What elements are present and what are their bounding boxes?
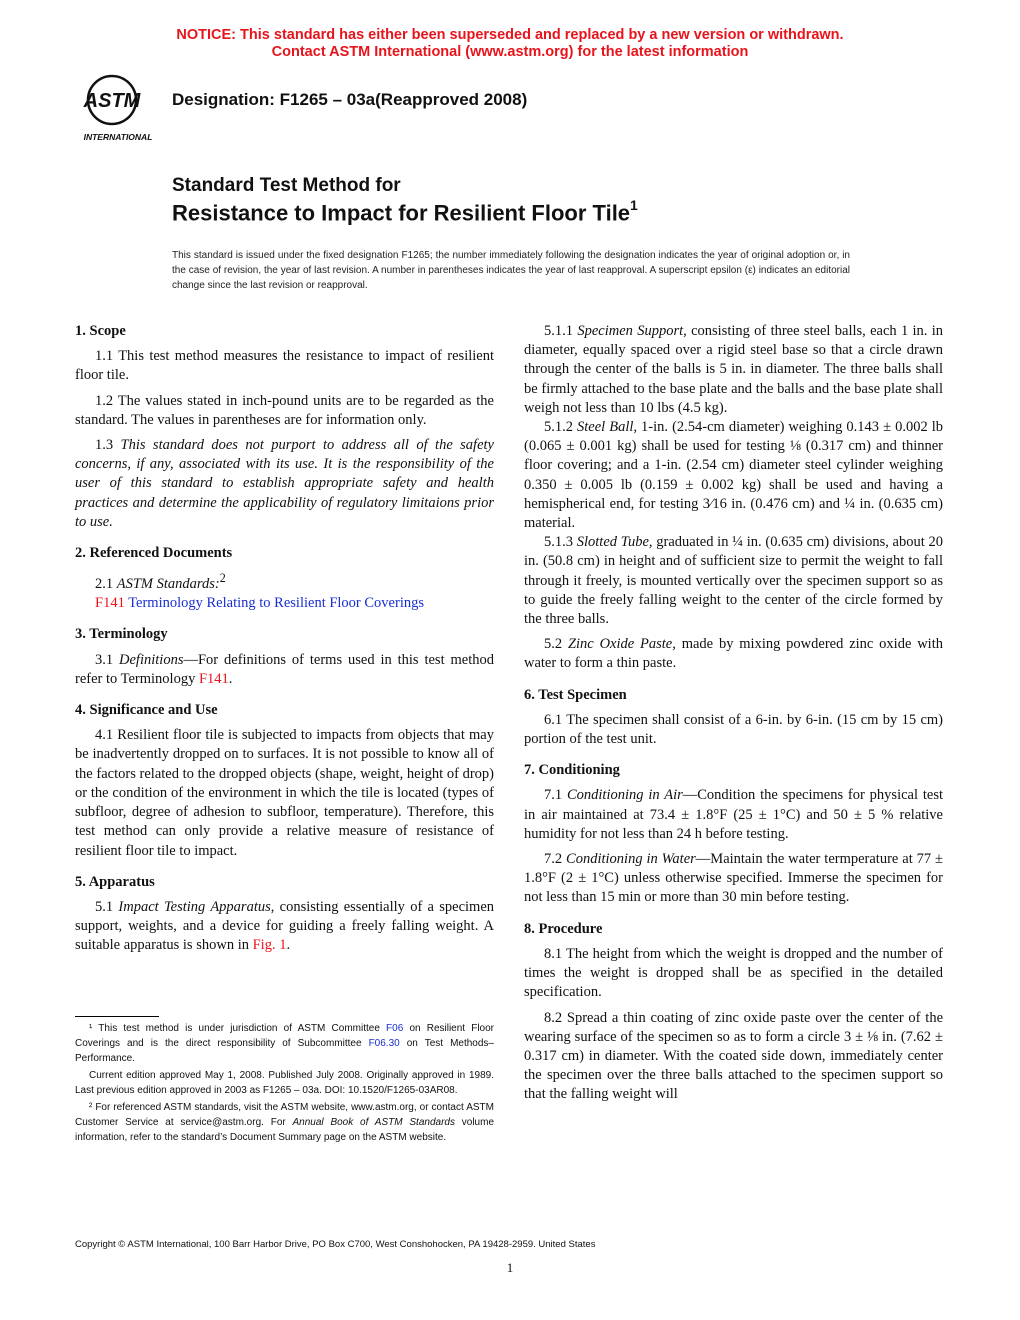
footnote-2-italic: Annual Book of ASTM Standards [292,1117,455,1128]
right-column [524,322,943,1105]
footnote-2-b: volume information, refer to the standard’s Document Summary page on the ASTM website. [75,1117,494,1143]
para-5-2-term: Zinc Oxide Paste, [567,636,676,653]
notice-line-1: NOTICE: This standard has either been superseded and replaced by a new version or withdrawn. [176,27,844,43]
footnote-2 [75,1100,494,1145]
section-4-heading: 4. Significance and Use [75,702,218,719]
para-1-1: 1.1 This test method measures the resistance to impact of resilient floor tile. [75,348,494,384]
para-3-1-term: Definitions [119,651,184,668]
footnote-1-b: on Resilient Floor Coverings and is the direct responsibility of Subcommittee [75,1023,495,1049]
para-5-1-2-num: 5.1.2 [544,419,578,436]
f141-link[interactable]: F141 [198,670,229,687]
para-5-1-num: 5.1 [95,898,119,915]
para-5-2-text: made by mixing powdered zinc oxide with water to form a thin paste. [524,636,943,672]
page-number: 1 [506,1260,514,1275]
para-5-1 [75,898,494,956]
designation: Designation: F1265 – 03a(Reapproved 2008) [172,90,528,109]
para-5-2-num: 5.2 [544,636,568,653]
subcommittee-f06-30-link[interactable]: F06.30 [368,1038,400,1049]
para-3-1 [75,651,494,689]
para-2-1 [75,569,494,594]
notice-banner [0,27,1020,61]
para-1-2: 1.2 The values stated in inch-pound units are to be regarded as the standard. The values in parentheses are for information only. [75,392,494,428]
para-5-1-1 [524,322,943,418]
committee-f06-link[interactable]: F06 [386,1023,404,1034]
para-4-1: 4.1 Resilient floor tile is subjected to impacts from objects that may be inadvertently dropped on to surfaces. It is not possible to know all of the factors related to the dropped objects (shape, weight, height of drop) or the condition of the environment in which the tile is located (types of subfloor, degree of adhesion to subfloor, temperature). Therefore, this test method can only provide a relative measure of resistance of resilient floor tile to impact. [75,727,494,859]
ref-title-link[interactable]: Terminology Relating to Resilient Floor Coverings [124,595,424,612]
para-7-1 [524,786,943,844]
para-2-1-text: ASTM Standards: [116,576,220,593]
footnote-2-a: ² For referenced ASTM standards, visit the ASTM website, www.astm.org, or contact ASTM Customer Service at service@astm.org. For [75,1102,494,1128]
astm-logo [72,70,162,145]
footnote-1-edition: Current edition approved May 1, 2008. Published July 2008. Originally approved in 1989. Last previous edition approved in 2003 as F1265 – 03a. DOI: 10.1520/F1265-03AR08. [75,1070,494,1096]
footnote-1-c: on Test Methods–Performance. [75,1038,494,1064]
title-text: Resistance to Impact for Resilient Floor Tile [172,200,631,226]
para-1-3 [75,436,494,532]
para-5-1-1-num: 5.1.1 [544,323,578,339]
copyright: Copyright © ASTM International, 100 Barr Harbor Drive, PO Box C700, West Conshohocken, PA 19428-2959. United States [75,1239,596,1250]
para-5-1-3 [524,533,943,629]
para-8-1: 8.1 The height from which the weight is dropped and the number of times the weight is dropped shall be as specified in the detailed specification. [524,945,943,1001]
para-7-1-text: —Condition the specimens for physical test in air maintained at 73.4 ± 1.8°F (25 ± 1°C) and 50 ± 5 % relative humidity for not less than 24 h before testing. [524,787,943,842]
issued-note: This standard is issued under the fixed designation F1265; the number immediately following the designation indicates the year of original adoption or, in the case of revision, the year of last revision. A number in parentheses indicates the year of last reapproval. A superscript epsilon (ε) indicates an editorial change since the last revision or reapproval. [172,250,850,291]
notice-line-2: Contact ASTM International (www.astm.org) for the latest information [271,44,749,60]
para-5-1-3-term: Slotted Tube, [576,534,653,551]
para-5-1-2-text: 1-in. (2.54-cm diameter) weighing 0.143 ± 0.002 lb (0.065 ± 0.001 kg) shall be used for testing ⅛ (0.317 cm) and thinner floor covering; and a 1-in. (2.54 cm) diameter steel cylinder weighing 0.350 ± 0.005 lb (0.159 ± 0.002 kg) shall be used and having a hemispherical end, for testing 3⁄16 in. (0.476 cm) and ¼ in. (0.635 cm) material. [524,419,943,532]
section-8-heading: 8. Procedure [524,920,603,937]
left-column [75,322,494,962]
footnote-rule [75,1016,159,1017]
para-7-2-text: —Maintain the water termperature at 77 ± 1.8°F (2 ± 1°C) unless otherwise specified. Immerse the specimen for not less than 15 min or more than 30 min before testing. [524,851,944,906]
para-3-1-text: —For definitions of terms used in this test method refer to Terminology [75,651,494,687]
section-6-heading: 6. Test Specimen [524,686,627,703]
para-3-1-num: 3.1 [95,651,120,668]
para-7-2-term: Conditioning in Water [566,851,696,868]
para-5-1-2 [524,418,943,533]
para-8-2: 8.2 Spread a thin coating of zinc oxide paste over the center of the wearing surface of the specimen so as to form a circle 3 ± ⅛ in. (7.62 ± 0.317 cm) in diameter. With the coated side down, immediately center the specimen over the three balls attached to the specimen support so that the falling weight will [524,1009,943,1103]
para-3-1-end: . [228,670,233,687]
para-7-2-num: 7.2 [544,851,567,868]
section-7-heading: 7. Conditioning [524,762,620,779]
title-line-1: Standard Test Method for [172,175,401,196]
footnote-2-ref[interactable]: 2 [219,571,226,586]
footnote-1 [75,1021,494,1066]
para-7-1-num: 7.1 [544,787,567,804]
para-7-2 [524,850,943,908]
para-5-1-3-num: 5.1.3 [544,534,577,551]
section-1-heading: 1. Scope [75,323,126,339]
fig-1-link[interactable]: Fig. 1 [252,937,287,954]
para-1-3-num: 1.3 [95,437,121,454]
para-5-1-1-term: Specimen Support, [577,323,687,339]
para-2-1-num: 2.1 [95,576,117,593]
ref-code-link[interactable]: F141 [95,595,125,612]
para-5-1-1-text: consisting of three steel balls, each 1 in. in diameter, equally spaced over a rigid steel base so that a circle drawn through the center of the balls is 5 in. in diameter. The three balls shall be firmly attached to the base plate and the balls and the base plate shall weigh not less than 10 lbs (4.5 kg). [524,323,944,416]
para-6-1: 6.1 The specimen shall consist of a 6-in. by 6-in. (15 cm by 15 cm) portion of the test unit. [524,711,943,748]
para-5-2 [524,635,943,673]
para-5-1-end: . [286,937,291,954]
section-5-heading: 5. Apparatus [75,873,155,890]
section-3-heading: 3. Terminology [75,626,168,643]
para-5-1-text: , consisting essentially of a specimen support, weights, and a device for guiding a freely falling weight. A suitable apparatus is shown in [75,898,495,954]
referenced-document [75,594,494,613]
footnote-1-a: ¹ This test method is under jurisdiction of ASTM Committee [89,1023,387,1034]
footnotes [75,1021,494,1147]
para-7-1-term: Conditioning in Air [566,787,683,804]
title-line-2 [172,199,638,226]
para-5-1-term: Impact Testing Apparatus [118,898,271,915]
section-2-heading: 2. Referenced Documents [75,545,233,562]
logo-subtitle: INTERNATIONAL [83,132,153,142]
para-5-1-3-text: graduated in ¼ in. (0.635 cm) divisions, about 20 in. (50.8 cm) in height and of sufficient size to permit the weight to fall through it freely, is mounted vertically over the specimen support so as to guide the freely falling weight to the center of the circle formed by the three balls. [524,534,943,628]
logo-letters: ASTM [83,90,141,112]
para-5-1-2-term: Steel Ball, [577,419,638,436]
title-footnote-ref[interactable]: 1 [630,197,638,213]
para-1-3-text: This standard does not purport to address all of the safety concerns, if any, associated with its use. It is the responsibility of the user of this standard to establish appropriate safety and health practices and determine the applicability of regulatory limitaions prior to use. [75,437,494,530]
